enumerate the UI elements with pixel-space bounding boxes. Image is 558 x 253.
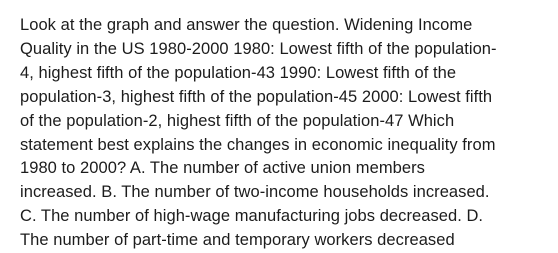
question-line: 4, highest fifth of the population-43 1990: Lowest fifth of the [20,63,457,82]
question-line: increased. B. The number of two-income households increased. [20,183,490,202]
question-line: population-3, highest fifth of the population-45 2000: Lowest fifth [20,87,493,106]
question-line: statement best explains the changes in economic inequality from [20,135,496,154]
question-line: Quality in the US 1980-2000 1980: Lowest fifth of the population- [20,39,497,58]
question-line: C. The number of high-wage manufacturing jobs decreased. D. [20,207,484,226]
question-text [20,14,550,253]
question-line: Look at the graph and answer the question. Widening Income [20,16,473,34]
question-line: of the population-2, highest fifth of the population-47 Which [20,111,455,130]
question-line: 1980 to 2000? A. The number of active union members [20,159,425,178]
question-line: The number of part-time and temporary workers decreased [20,231,455,250]
